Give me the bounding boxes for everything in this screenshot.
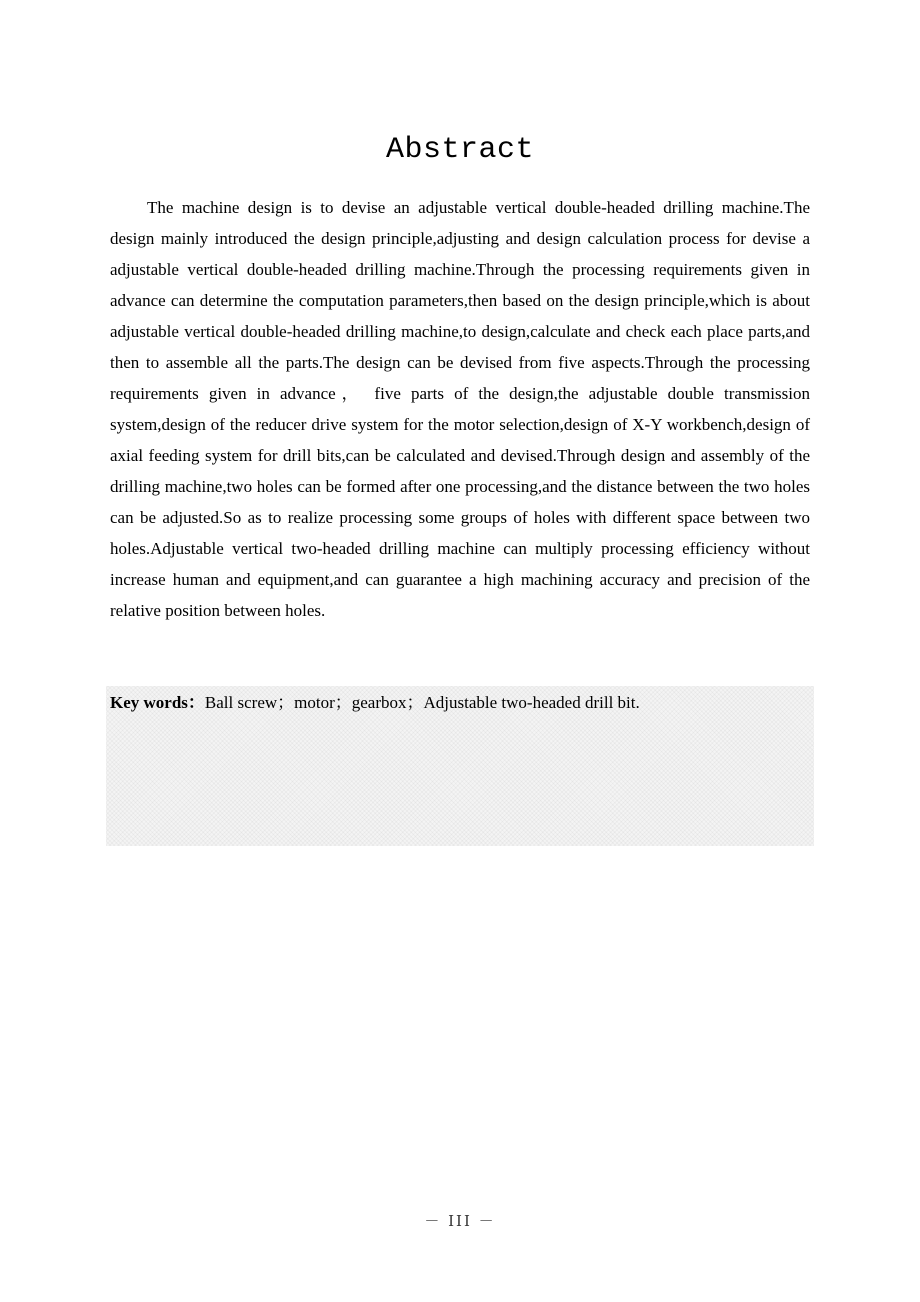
page-title: Abstract: [385, 133, 535, 167]
page-number: － III －: [424, 1212, 496, 1230]
keywords-section: [106, 686, 814, 846]
keywords-line: [110, 690, 640, 716]
keywords-label: Key words：: [110, 693, 205, 712]
keywords-text: Ball screw；motor；gearbox；Adjustable two-headed drill bit.: [204, 693, 640, 712]
abstract-paragraph: The machine design is to devise an adjustable vertical double-headed drilling machine.The design mainly introduced the design principle,adjusting and design calculation process for devise a adjustable vertical double-headed drilling machine.Through the processing requirements given in advance can determine the computation parameters,then based on the design principle,which is about adjustable vertical double-headed drilling machine,to design,calculate and check each place parts,and then to assemble all the parts.The design can be devised from five aspects.Through the processing requirements given in advance， five parts of the design,the adjustable double transmission system,design of the reducer drive system for the motor selection,design of X-Y workbench,design of axial feeding system for drill bits,can be calculated and devised.Through design and assembly of the drilling machine,two holes can be formed after one processing,and the distance between the two holes can be adjusted.So as to realize processing some groups of holes with different space between two holes.Adjustable vertical two-headed drilling machine can multiply processing efficiency without increase human and equipment,and can guarantee a high machining accuracy and precision of the relative position between holes.: [110, 198, 810, 620]
